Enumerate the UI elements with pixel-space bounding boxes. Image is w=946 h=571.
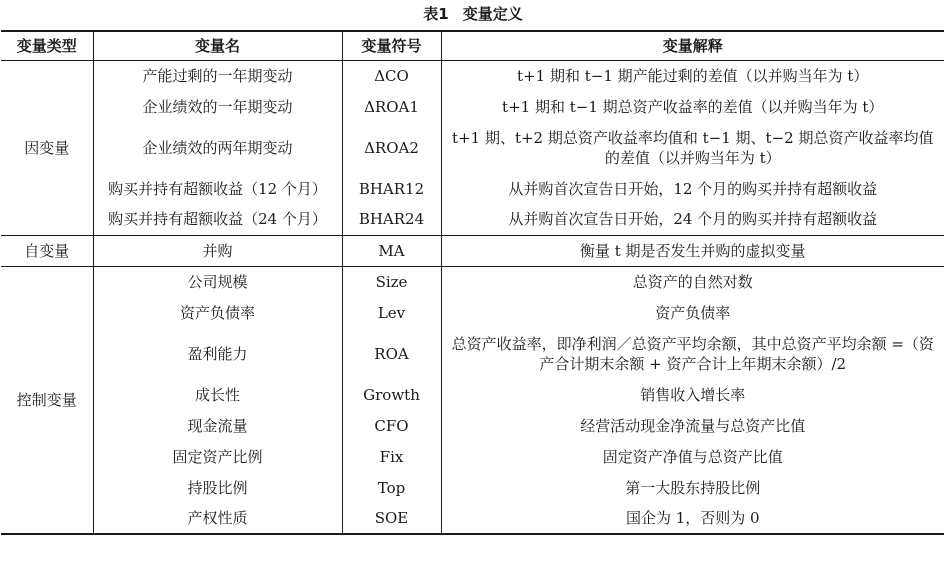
variable-symbol: SOE xyxy=(342,503,441,534)
table-row xyxy=(1,204,944,235)
variable-name: 产权性质 xyxy=(93,503,342,534)
variable-symbol: BHAR24 xyxy=(342,204,441,235)
variable-definition: 从并购首次宣告日开始，24 个月的购买并持有超额收益 xyxy=(441,204,944,235)
table-number: 表1 xyxy=(423,5,449,23)
variable-symbol: Fix xyxy=(342,441,441,472)
variable-symbol: ΔROA2 xyxy=(342,122,441,173)
variable-name: 资产负债率 xyxy=(93,297,342,328)
variable-name: 产能过剩的一年期变动 xyxy=(93,60,342,91)
table-row xyxy=(1,379,944,410)
variable-symbol: Growth xyxy=(342,379,441,410)
variable-definition-table xyxy=(1,30,944,535)
variable-definition: 总资产的自然对数 xyxy=(441,266,944,297)
table-row xyxy=(1,235,944,266)
variable-symbol: Lev xyxy=(342,297,441,328)
table-caption xyxy=(0,4,946,24)
table-row xyxy=(1,297,944,328)
group-type-independent: 自变量 xyxy=(1,235,93,266)
table-row xyxy=(1,441,944,472)
variable-name: 公司规模 xyxy=(93,266,342,297)
variable-definition: 衡量 t 期是否发生并购的虚拟变量 xyxy=(441,235,944,266)
variable-name: 购买并持有超额收益（12 个月） xyxy=(93,173,342,204)
table-row xyxy=(1,91,944,122)
variable-definition: t+1 期和 t−1 期总资产收益率的差值（以并购当年为 t） xyxy=(441,91,944,122)
variable-symbol: ΔCO xyxy=(342,60,441,91)
variable-symbol: BHAR12 xyxy=(342,173,441,204)
variable-name: 购买并持有超额收益（24 个月） xyxy=(93,204,342,235)
table-row xyxy=(1,410,944,441)
variable-symbol: Size xyxy=(342,266,441,297)
header-variable-name: 变量名 xyxy=(93,31,342,60)
variable-definition: 销售收入增长率 xyxy=(441,379,944,410)
table-row xyxy=(1,503,944,534)
table-title: 变量定义 xyxy=(462,5,523,23)
table-row xyxy=(1,122,944,173)
variable-definition: t+1 期、t+2 期总资产收益率均值和 t−1 期、t−2 期总资产收益率均值的差值（以并购当年为 t） xyxy=(441,122,944,173)
variable-name: 固定资产比例 xyxy=(93,441,342,472)
variable-definition: 固定资产净值与总资产比值 xyxy=(441,441,944,472)
header-variable-definition: 变量解释 xyxy=(441,31,944,60)
variable-symbol: Top xyxy=(342,472,441,503)
header-row xyxy=(1,31,944,60)
variable-name: 持股比例 xyxy=(93,472,342,503)
variable-name: 现金流量 xyxy=(93,410,342,441)
variable-name: 盈利能力 xyxy=(93,328,342,379)
variable-name: 成长性 xyxy=(93,379,342,410)
variable-symbol: CFO xyxy=(342,410,441,441)
variable-symbol: ROA xyxy=(342,328,441,379)
variable-symbol: MA xyxy=(342,235,441,266)
variable-definition: 资产负债率 xyxy=(441,297,944,328)
variable-definition: 从并购首次宣告日开始，12 个月的购买并持有超额收益 xyxy=(441,173,944,204)
table-row xyxy=(1,328,944,379)
variable-definition: 第一大股东持股比例 xyxy=(441,472,944,503)
header-variable-symbol: 变量符号 xyxy=(342,31,441,60)
variable-name: 企业绩效的一年期变动 xyxy=(93,91,342,122)
table-row xyxy=(1,266,944,297)
group-type-control: 控制变量 xyxy=(1,266,93,534)
variable-name: 并购 xyxy=(93,235,342,266)
variable-definition: 经营活动现金净流量与总资产比值 xyxy=(441,410,944,441)
variable-definition: t+1 期和 t−1 期产能过剩的差值（以并购当年为 t） xyxy=(441,60,944,91)
variable-name: 企业绩效的两年期变动 xyxy=(93,122,342,173)
table-row xyxy=(1,472,944,503)
variable-symbol: ΔROA1 xyxy=(342,91,441,122)
header-variable-type: 变量类型 xyxy=(1,31,93,60)
table-row xyxy=(1,173,944,204)
table-row xyxy=(1,60,944,91)
variable-definition: 总资产收益率，即净利润／总资产平均余额，其中总资产平均余额 =（资产合计期末余额 + 资产合计上年期末余额）/2 xyxy=(441,328,944,379)
variable-definition: 国企为 1，否则为 0 xyxy=(441,503,944,534)
group-type-dependent: 因变量 xyxy=(1,60,93,235)
